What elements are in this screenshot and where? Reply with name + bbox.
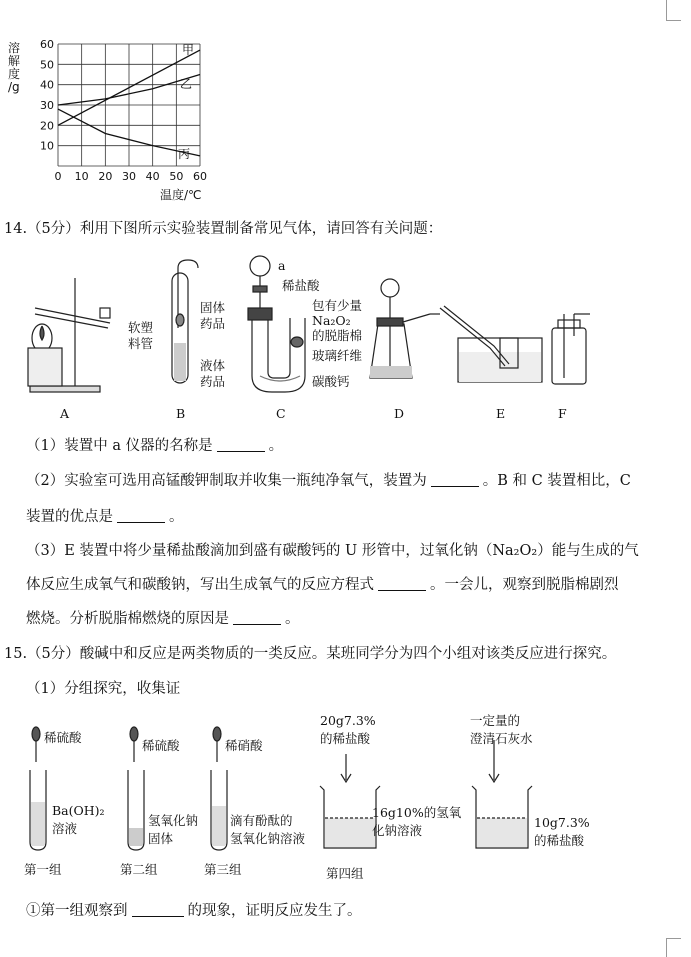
x-tick-label: 0	[54, 170, 62, 183]
g2-solution-line: 固体	[148, 831, 174, 846]
y-tick-label: 40	[40, 78, 54, 92]
g2-dropper-label: 稀硫酸	[142, 738, 180, 753]
x-tick-label: 10	[74, 170, 89, 183]
c-acid-label: 稀盐酸	[282, 278, 320, 293]
g2-solution-label	[148, 812, 198, 848]
answer-blank[interactable]	[217, 437, 265, 452]
dropper-group2	[130, 727, 138, 762]
answer-blank[interactable]	[132, 902, 184, 917]
apparatus-f-drawing	[552, 314, 590, 384]
apparatus-letter-b: B	[176, 406, 186, 421]
b-solid-label-line: 固体	[200, 300, 226, 315]
q14-part1-end: 。	[268, 438, 284, 454]
g1-dropper-label: 稀硫酸	[44, 730, 82, 745]
b-tube-label-line: 料管	[128, 336, 154, 351]
c-cotton-label	[312, 298, 362, 343]
circled-number: ①	[26, 903, 41, 919]
apparatus-figure	[20, 248, 620, 423]
g3-solution-line: 滴有酚酞的	[230, 813, 293, 828]
b-tube-label	[128, 320, 153, 352]
g5-solution-line: 的稀盐酸	[534, 833, 585, 848]
corner-mark-bottom	[666, 938, 681, 957]
dropper-group1	[32, 727, 40, 762]
q14-part2-line1	[26, 469, 631, 490]
g3-solution-label	[230, 812, 305, 848]
b-liquid-label-line: 药品	[200, 374, 226, 389]
q14-part3-line3	[26, 607, 300, 628]
g4-add-label	[320, 712, 376, 748]
q14-part2-text-b: 。B 和 C 装置相比，C	[482, 473, 631, 489]
q14-part3-text: （3）E 装置中将少量稀盐酸滴加到盛有碳酸钙的 U 形管中，过氧化钠（Na₂O₂）能与生成的气	[26, 543, 639, 559]
q15-part1: （1）分组探究，收集证	[26, 681, 181, 697]
neutralization-figure	[20, 706, 620, 881]
c-caco3-label: 碳酸钙	[312, 374, 350, 389]
q15-question1	[26, 899, 362, 920]
series-label: 丙	[178, 147, 191, 161]
g4-solution-line: 16g10%的氢氧	[372, 805, 462, 820]
x-tick-label: 30	[122, 170, 136, 183]
g4-solution-label	[372, 804, 461, 840]
q14-part2-text-c: 装置的优点是	[26, 509, 113, 525]
x-tick-label: 40	[145, 170, 160, 183]
g4-add-line: 20g7.3%	[320, 713, 376, 728]
group3-name: 第三组	[204, 862, 242, 877]
solubility-chart	[0, 30, 240, 210]
b-tube-label-line: 软塑	[128, 320, 154, 335]
g1-solution-line: 溶液	[52, 821, 78, 836]
x-tick-label: 60	[193, 170, 207, 183]
q15-question1-text-b: 的现象，证明反应发生了。	[187, 903, 362, 919]
answer-blank[interactable]	[117, 508, 165, 523]
c-fiber-label: 玻璃纤维	[312, 348, 363, 363]
g3-solution-line: 氢氧化钠溶液	[230, 831, 306, 846]
b-solid-label	[200, 300, 225, 332]
ylabel-char: 溶	[8, 41, 21, 55]
q15-stem: 15.（5分）酸碱中和反应是两类物质的一类反应。某班同学分为四个小组对该类反应进行探究。	[4, 646, 617, 662]
x-tick-label: 50	[169, 170, 184, 183]
g1-solution-line: Ba(OH)₂	[52, 803, 105, 818]
y-tick-label: 20	[40, 119, 54, 133]
g5-solution-label	[534, 814, 590, 850]
q14-part2-line2	[26, 505, 184, 526]
c-cotton-label-line: 的脱脂棉	[312, 328, 363, 343]
chart-ylabel	[8, 42, 20, 94]
chart-xlabel: 温度/℃	[160, 188, 202, 202]
g2-solution-line: 氢氧化钠	[148, 813, 199, 828]
group1-name: 第一组	[24, 862, 62, 877]
apparatus-a-drawing	[28, 278, 110, 392]
series-label: 乙	[180, 77, 193, 91]
q14-part3-line1	[26, 539, 639, 560]
q15-question1-text: 第一组观察到	[40, 903, 128, 919]
g5-add-label	[470, 712, 533, 748]
solubility-chart-svg	[0, 30, 240, 210]
y-tick-label: 30	[40, 99, 54, 112]
apparatus-letter-e: E	[496, 406, 506, 421]
b-solid-label-line: 药品	[200, 316, 226, 331]
apparatus-letter-f: F	[558, 406, 567, 421]
g5-solution-line: 10g7.3%	[534, 815, 590, 830]
apparatus-e-drawing	[440, 306, 542, 382]
g4-solution-line: 化钠溶液	[372, 823, 423, 838]
dropper-group3	[213, 727, 221, 762]
g1-solution-label	[52, 802, 105, 838]
apparatus-b-drawing	[172, 260, 198, 383]
ylabel-char: 解	[8, 54, 21, 68]
apparatus-letter-c: C	[276, 406, 286, 421]
q14-part1-text: （1）装置中 a 仪器的名称是	[26, 438, 213, 454]
b-liquid-label-line: 液体	[200, 358, 226, 373]
series-label: 甲	[182, 43, 195, 57]
apparatus-letter-a: A	[60, 406, 70, 421]
c-cotton-label-line: Na₂O₂	[312, 313, 351, 328]
apparatus-d-drawing	[370, 279, 440, 378]
g5-add-line: 澄清石灰水	[470, 731, 533, 746]
q14-part3-text-c: 。一会儿，观察到脱脂棉剧烈	[430, 577, 619, 593]
ylabel-char: /g	[8, 80, 20, 94]
q14-part3-end: 。	[285, 611, 300, 627]
x-tick-label: 20	[98, 170, 113, 183]
g5-add-line: 一定量的	[470, 713, 521, 728]
g4-add-line: 的稀盐酸	[320, 731, 371, 746]
q14-part3-line2	[26, 573, 619, 594]
answer-blank[interactable]	[233, 610, 281, 625]
q14-stem: 14.（5分）利用下图所示实验装置制备常见气体，请回答有关问题：	[4, 221, 443, 237]
q14-part2-end: 。	[169, 509, 184, 525]
answer-blank[interactable]	[431, 472, 479, 487]
y-tick-label: 10	[40, 139, 54, 153]
group2-name: 第二组	[120, 862, 158, 877]
q14-part3-text-d: 燃烧。分析脱脂棉燃烧的原因是	[26, 611, 229, 627]
answer-blank[interactable]	[378, 576, 426, 591]
corner-mark-top	[666, 0, 681, 21]
y-tick-label: 50	[40, 58, 54, 72]
q14-part1	[26, 434, 283, 455]
c-cotton-label-line: 包有少量	[312, 298, 363, 313]
ylabel-char: 度	[8, 67, 21, 81]
c-a-label: a	[278, 258, 286, 273]
g3-dropper-label: 稀硝酸	[225, 738, 263, 753]
group4-name: 第四组	[326, 866, 364, 881]
b-liquid-label	[200, 358, 225, 390]
apparatus-letter-d: D	[394, 406, 405, 421]
q14-part2-text: （2）实验室可选用高锰酸钾制取并收集一瓶纯净氧气，装置为	[26, 473, 427, 489]
q14-part3-text-b: 体反应生成氧气和碳酸钠，写出生成氧气的反应方程式	[26, 577, 374, 593]
y-tick-label: 60	[40, 38, 54, 51]
